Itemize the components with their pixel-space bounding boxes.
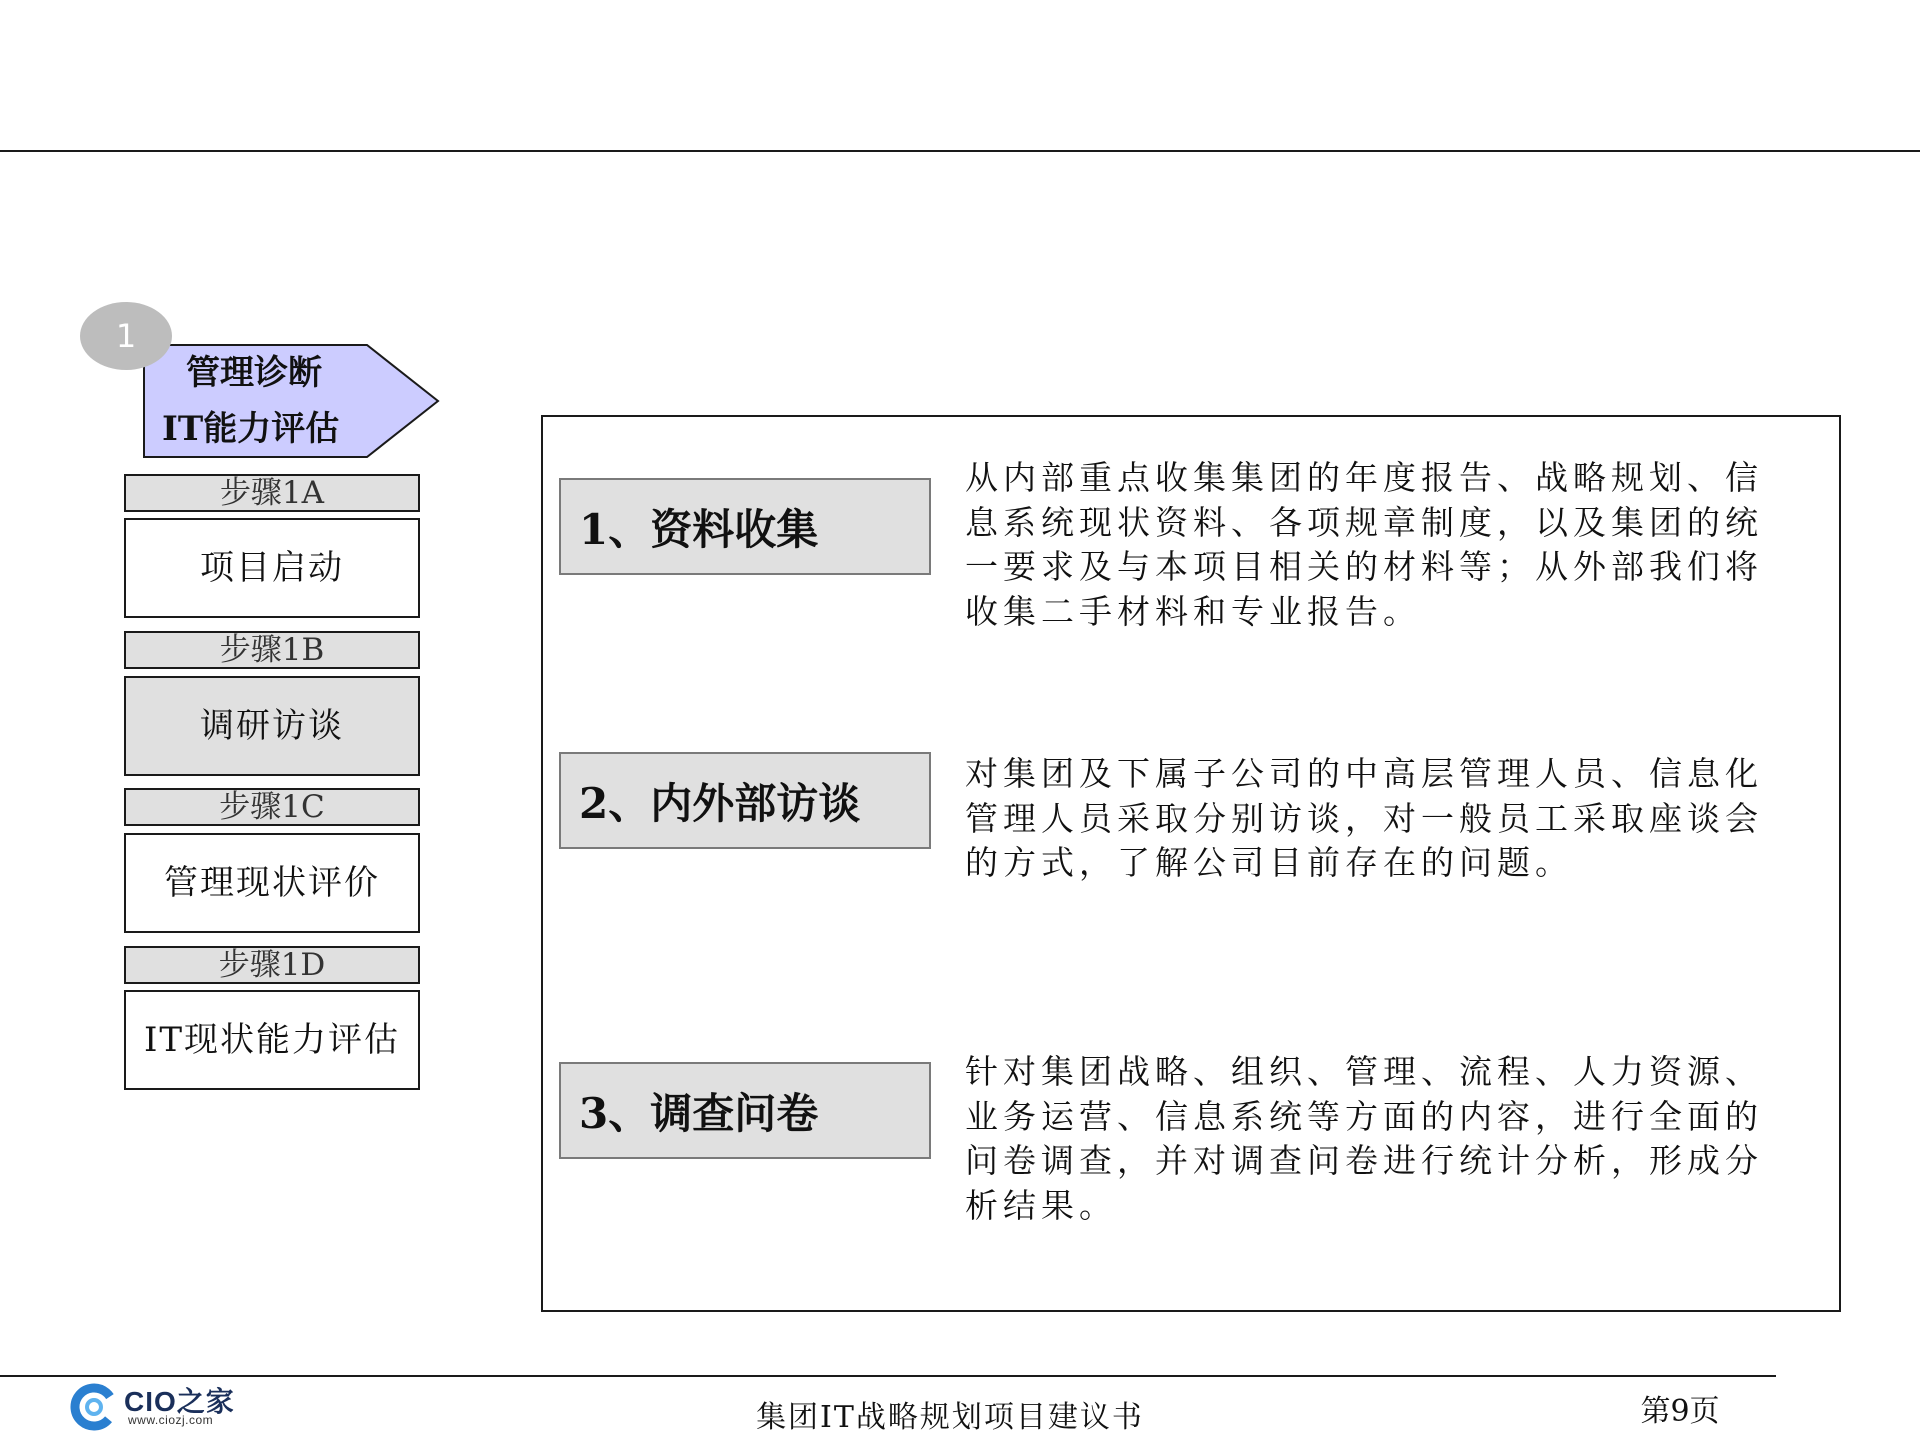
- step-1a-box: 项目启动: [124, 518, 420, 618]
- method-2-description: 对集团及下属子公司的中高层管理人员、信息化管理人员采取分别访谈，对一般员工采取座谈会的方式，了解公司目前存在的问题。: [965, 754, 1763, 882]
- step-1b-box: 调研访谈: [124, 676, 420, 776]
- phase-title-line1: 管理诊断: [186, 353, 322, 393]
- top-divider: [0, 150, 1920, 152]
- method-3-description: 针对集团战略、组织、管理、流程、人力资源、业务运营、信息系统等方面的内容，进行全面的问卷调查，并对调查问卷进行统计分析，形成分析结果。: [965, 1052, 1763, 1225]
- logo-text: CIO之家: [124, 1386, 235, 1417]
- logo-url: www.ciozj.com: [128, 1413, 214, 1427]
- step-1c-box: 管理现状评价: [124, 833, 420, 933]
- phase-title-line2: IT能力评估: [162, 409, 340, 449]
- step-1d-label: 步骤1D: [124, 946, 420, 984]
- method-1-description: 从内部重点收集集团的年度报告、战略规划、信息系统现状资料、各项规章制度，以及集团的统一要求及与本项目相关的材料等；从外部我们将收集二手材料和专业报告。: [965, 458, 1763, 631]
- step-1a-label: 步骤1A: [124, 474, 420, 512]
- step-1b-label: 步骤1B: [124, 631, 420, 669]
- bottom-divider: [0, 1375, 1776, 1377]
- document-title: 集团IT战略规划项目建议书: [756, 1400, 1144, 1435]
- step-1c-label: 步骤1C: [124, 788, 420, 826]
- method-3-title: 3、调查问卷: [559, 1062, 931, 1159]
- phase-number-badge: 1: [80, 302, 172, 370]
- method-1-title: 1、资料收集: [559, 478, 931, 575]
- step-1d-box: IT现状能力评估: [124, 990, 420, 1090]
- page-number: 第9页: [1640, 1394, 1720, 1429]
- phase-title: [162, 345, 382, 457]
- method-2-title: 2、内外部访谈: [559, 752, 931, 849]
